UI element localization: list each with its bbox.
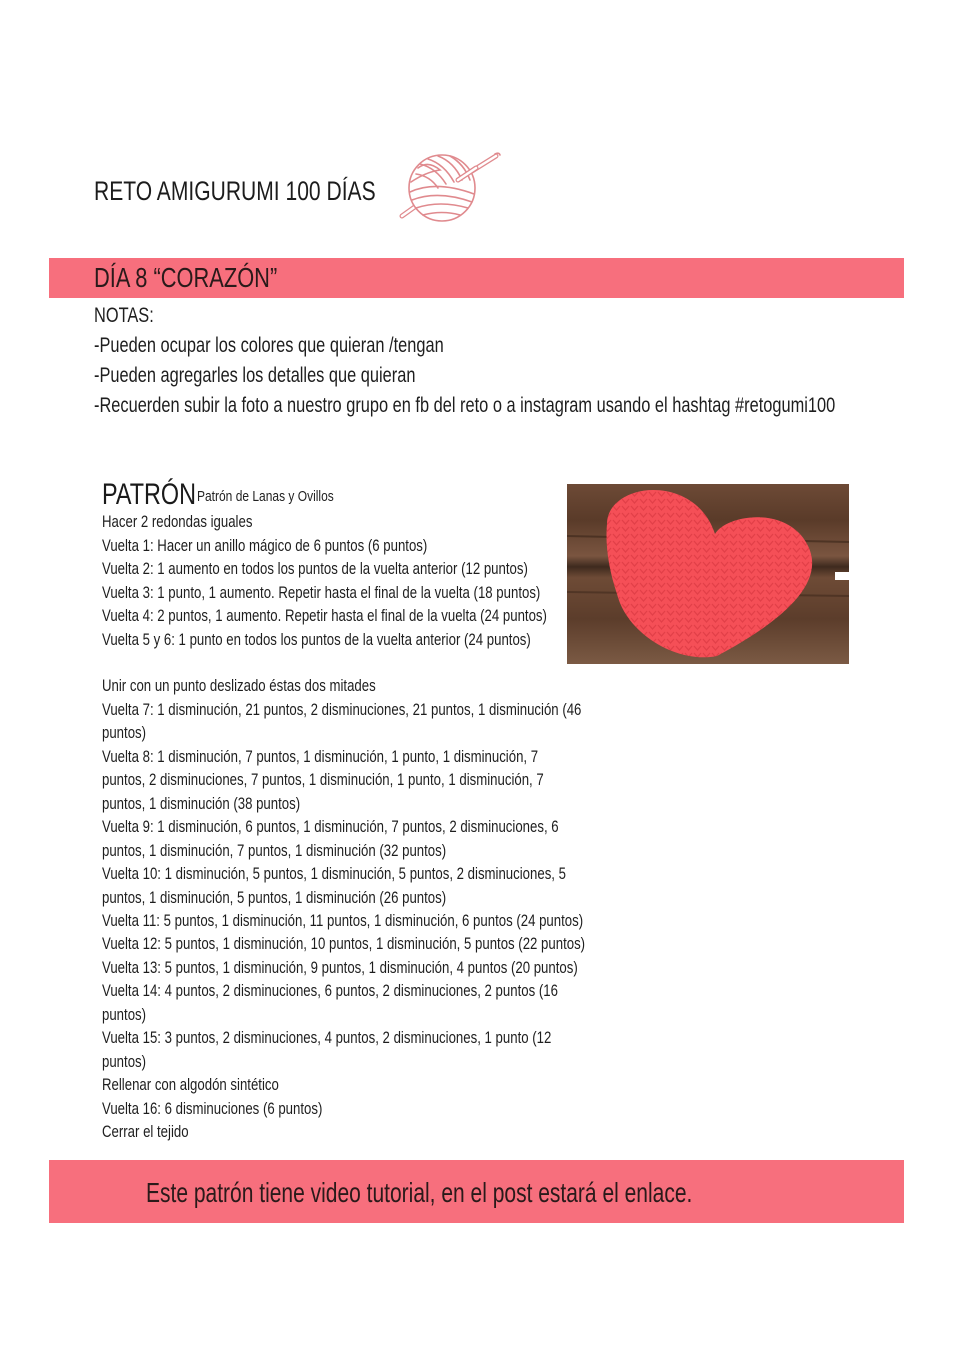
pattern-line: puntos, 1 disminución (38 puntos) [102,795,301,813]
pattern-line: puntos) [102,1053,147,1071]
pattern-line: Vuelta 7: 1 disminución, 21 puntos, 2 disminuciones, 21 puntos, 1 disminución (46 [102,701,582,719]
pattern-line: puntos) [102,1006,147,1024]
pattern-header [102,478,334,512]
pattern-line: Vuelta 3: 1 punto, 1 aumento. Repetir hasta el final de la vuelta (18 puntos) [102,584,541,602]
heart-photo [567,484,849,664]
pattern-line: Vuelta 15: 3 puntos, 2 disminuciones, 4 puntos, 2 disminuciones, 1 punto (12 [102,1029,552,1047]
pattern-line: Vuelta 4: 2 puntos, 1 aumento. Repetir hasta el final de la vuelta (24 puntos) [102,607,547,625]
footer-text: Este patrón tiene video tutorial, en el post estará el enlace. [146,1177,693,1208]
pattern-line: Vuelta 14: 4 puntos, 2 disminuciones, 6 puntos, 2 disminuciones, 2 puntos (16 [102,982,558,1000]
pattern-line: puntos) [102,724,147,742]
pattern-line: Vuelta 5 y 6: 1 punto en todos los puntos de la vuelta anterior (24 puntos) [102,631,531,649]
day-title: DÍA 8 “CORAZÓN” [94,262,278,293]
pattern-source: Patrón de Lanas y Ovillos [197,488,334,505]
note-item: -Recuerden subir la foto a nuestro grupo en fb del reto o a instagram usando el hashtag #retogumi100 [94,394,836,417]
crochet-heart-image [567,484,849,664]
pattern-line: Unir con un punto deslizado éstas dos mitades [102,677,376,695]
photo-watermark [835,572,849,580]
document-title: RETO AMIGURUMI 100 DÍAS [94,176,376,206]
footer-banner [49,1160,904,1223]
pattern-line: puntos, 2 disminuciones, 7 puntos, 1 disminución, 1 punto, 1 disminución, 7 [102,771,544,789]
yarn-ball-crochet-hook-icon [396,150,506,225]
pattern-line: Rellenar con algodón sintético [102,1076,279,1094]
pattern-line: Vuelta 16: 6 disminuciones (6 puntos) [102,1100,323,1118]
pattern-line: Vuelta 9: 1 disminución, 6 puntos, 1 disminución, 7 puntos, 2 disminuciones, 6 [102,818,559,836]
pattern-line: Vuelta 12: 5 puntos, 1 disminución, 10 puntos, 1 disminución, 5 puntos (22 puntos) [102,935,586,953]
note-item: -Pueden agregarles los detalles que quieran [94,364,416,387]
pattern-title: PATRÓN [102,478,197,511]
pattern-line: Vuelta 1: Hacer un anillo mágico de 6 puntos (6 puntos) [102,537,428,555]
pattern-line: Vuelta 13: 5 puntos, 1 disminución, 9 puntos, 1 disminución, 4 puntos (20 puntos) [102,959,578,977]
notes-heading: NOTAS: [94,304,154,327]
pattern-line: puntos, 1 disminución, 7 puntos, 1 disminución (32 puntos) [102,842,447,860]
pattern-line: Vuelta 8: 1 disminución, 7 puntos, 1 disminución, 1 punto, 1 disminución, 7 [102,748,539,766]
pattern-line: Hacer 2 redondas iguales [102,513,253,531]
pattern-line: Cerrar el tejido [102,1123,189,1141]
day-banner [49,258,904,298]
pattern-line: Vuelta 10: 1 disminución, 5 puntos, 1 disminución, 5 puntos, 2 disminuciones, 5 [102,865,566,883]
pattern-line: Vuelta 2: 1 aumento en todos los puntos de la vuelta anterior (12 puntos) [102,560,528,578]
note-item: -Pueden ocupar los colores que quieran /tengan [94,334,444,357]
pattern-line: puntos, 1 disminución, 5 puntos, 1 disminución (26 puntos) [102,889,447,907]
pattern-line: Vuelta 11: 5 puntos, 1 disminución, 11 puntos, 1 disminución, 6 puntos (24 puntos) [102,912,584,930]
